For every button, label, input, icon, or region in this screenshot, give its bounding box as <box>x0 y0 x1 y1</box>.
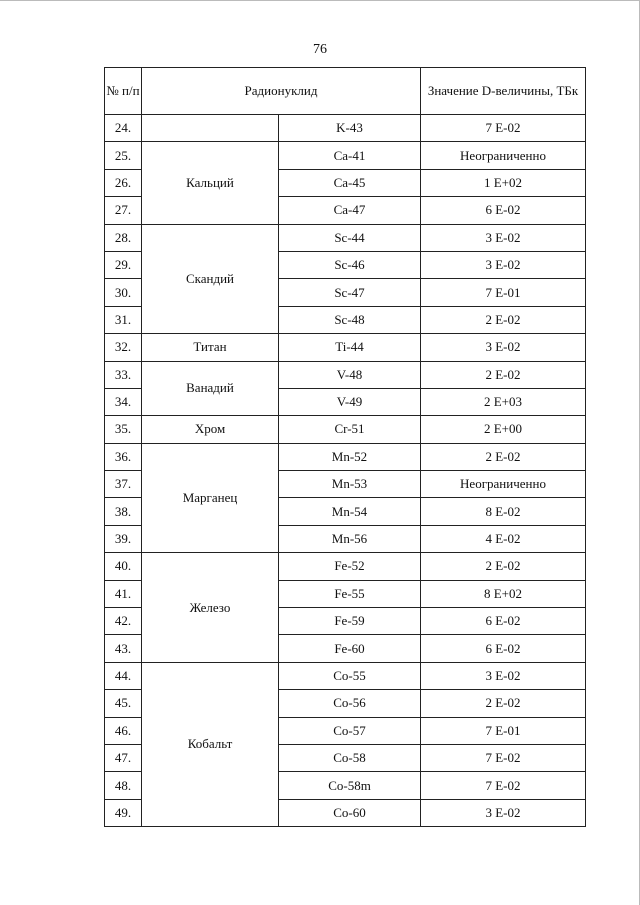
nuclide-name: Fe-59 <box>279 608 421 635</box>
d-value: 7 E-02 <box>421 772 586 799</box>
nuclide-name: Co-55 <box>279 662 421 689</box>
nuclide-name: Sc-44 <box>279 224 421 251</box>
element-name: Марганец <box>142 443 279 553</box>
nuclide-name: Co-57 <box>279 717 421 744</box>
d-value: 7 E-01 <box>421 279 586 306</box>
nuclide-name: Fe-55 <box>279 580 421 607</box>
d-value: 2 E-02 <box>421 443 586 470</box>
table-row <box>105 142 586 169</box>
nuclide-name: Ti-44 <box>279 334 421 361</box>
d-value: 6 E-02 <box>421 635 586 662</box>
nuclide-name: Cr-51 <box>279 416 421 443</box>
row-number: 33. <box>105 361 142 388</box>
nuclide-name: Fe-52 <box>279 553 421 580</box>
d-value: Неограниченно <box>421 471 586 498</box>
d-value: Неограниченно <box>421 142 586 169</box>
row-number: 31. <box>105 306 142 333</box>
d-value: 3 E-02 <box>421 251 586 278</box>
table-row <box>105 334 586 361</box>
nuclide-name: Mn-53 <box>279 471 421 498</box>
row-number: 45. <box>105 690 142 717</box>
row-number: 43. <box>105 635 142 662</box>
row-number: 48. <box>105 772 142 799</box>
d-value: 2 E+00 <box>421 416 586 443</box>
row-number: 47. <box>105 744 142 771</box>
nuclide-name: Co-60 <box>279 799 421 826</box>
d-value: 8 E+02 <box>421 580 586 607</box>
row-number: 46. <box>105 717 142 744</box>
d-value: 2 E-02 <box>421 553 586 580</box>
nuclide-name: V-49 <box>279 388 421 415</box>
nuclide-name: Sc-47 <box>279 279 421 306</box>
d-value: 3 E-02 <box>421 334 586 361</box>
row-number: 49. <box>105 799 142 826</box>
nuclide-name: Co-58 <box>279 744 421 771</box>
nuclide-name: Sc-46 <box>279 251 421 278</box>
d-value: 2 E-02 <box>421 361 586 388</box>
page-edge <box>0 0 640 1</box>
d-value: 8 E-02 <box>421 498 586 525</box>
header-d-value: Значение D-величины, ТБк <box>421 68 586 115</box>
table-row <box>105 416 586 443</box>
row-number: 39. <box>105 525 142 552</box>
d-value: 1 E+02 <box>421 169 586 196</box>
nuclide-name: Mn-56 <box>279 525 421 552</box>
table-row <box>105 115 586 142</box>
d-value: 3 E-02 <box>421 224 586 251</box>
element-name: Хром <box>142 416 279 443</box>
table-row <box>105 361 586 388</box>
d-value: 7 E-02 <box>421 115 586 142</box>
d-value: 7 E-02 <box>421 744 586 771</box>
d-value: 2 E-02 <box>421 306 586 333</box>
row-number: 24. <box>105 115 142 142</box>
row-number: 42. <box>105 608 142 635</box>
nuclide-name: Ca-45 <box>279 169 421 196</box>
element-name: Кальций <box>142 142 279 224</box>
nuclide-name: Ca-47 <box>279 197 421 224</box>
row-number: 32. <box>105 334 142 361</box>
row-number: 26. <box>105 169 142 196</box>
row-number: 40. <box>105 553 142 580</box>
nuclide-name: Co-56 <box>279 690 421 717</box>
row-number: 37. <box>105 471 142 498</box>
row-number: 44. <box>105 662 142 689</box>
d-value: 3 E-02 <box>421 799 586 826</box>
nuclide-name: Ca-41 <box>279 142 421 169</box>
table-header-row <box>105 68 586 115</box>
row-number: 29. <box>105 251 142 278</box>
row-number: 36. <box>105 443 142 470</box>
nuclide-name: K-43 <box>279 115 421 142</box>
page-number: 76 <box>313 42 327 57</box>
row-number: 25. <box>105 142 142 169</box>
d-value: 7 E-01 <box>421 717 586 744</box>
row-number: 38. <box>105 498 142 525</box>
nuclide-name: Mn-54 <box>279 498 421 525</box>
row-number: 30. <box>105 279 142 306</box>
d-value: 4 E-02 <box>421 525 586 552</box>
table-row <box>105 224 586 251</box>
row-number: 28. <box>105 224 142 251</box>
header-num: № п/п <box>105 68 142 115</box>
row-number: 35. <box>105 416 142 443</box>
row-number: 41. <box>105 580 142 607</box>
nuclide-name: Co-58m <box>279 772 421 799</box>
d-value: 2 E+03 <box>421 388 586 415</box>
element-name: Кобальт <box>142 662 279 826</box>
element-name: Ванадий <box>142 361 279 416</box>
element-name: Железо <box>142 553 279 663</box>
table-row <box>105 443 586 470</box>
row-number: 34. <box>105 388 142 415</box>
d-value: 6 E-02 <box>421 608 586 635</box>
element-name <box>142 115 279 142</box>
nuclide-name: Sc-48 <box>279 306 421 333</box>
nuclide-name: V-48 <box>279 361 421 388</box>
nuclide-name: Mn-52 <box>279 443 421 470</box>
table-row <box>105 553 586 580</box>
table-row <box>105 662 586 689</box>
radionuclide-table <box>104 67 586 827</box>
row-number: 27. <box>105 197 142 224</box>
nuclide-name: Fe-60 <box>279 635 421 662</box>
d-value: 2 E-02 <box>421 690 586 717</box>
element-name: Скандий <box>142 224 279 334</box>
header-radionuclide: Радионуклид <box>142 68 421 115</box>
table-body <box>105 115 586 827</box>
d-value: 3 E-02 <box>421 662 586 689</box>
d-value: 6 E-02 <box>421 197 586 224</box>
element-name: Титан <box>142 334 279 361</box>
